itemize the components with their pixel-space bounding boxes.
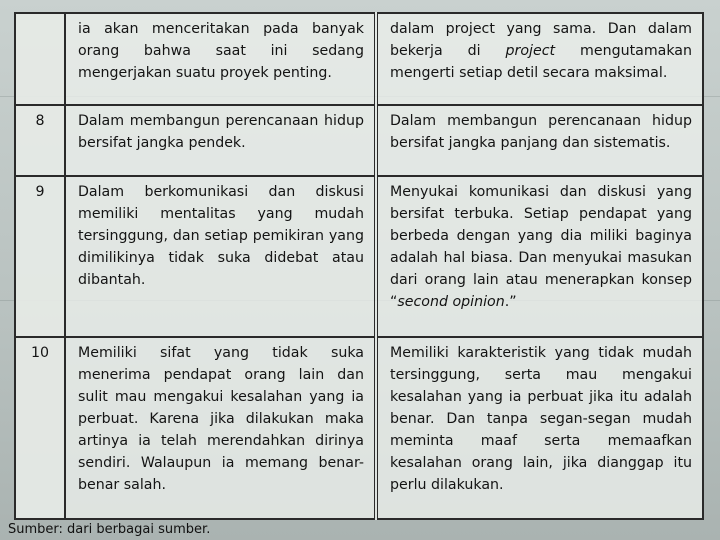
trait-positive-emphasis: project <box>505 43 556 59</box>
table-row <box>15 13 703 105</box>
trait-negative: Memiliki sifat yang tidak suka menerima pendapat orang lain dan sulit mau mengakui kesalahan yang ia perbuat. Karena jika dilakukan maka artinya ia telah merendahkan dirinya sendiri. Walaupun ia memang benar-benar salah. <box>65 337 376 519</box>
table-row <box>15 176 703 337</box>
trait-positive-text: dalam project yang sama. Dan dalam bekerja di <box>390 21 692 59</box>
trait-negative: ia akan menceritakan pada banyak orang bahwa saat ini sedang mengerjakan suatu proyek penting. <box>65 13 376 105</box>
trait-positive-text: Memiliki karakteristik yang tidak mudah tersinggung, serta mau mengakui kesalahan yang ia perbuat jika itu adalah benar. Dan tanpa segan-segan mudah meminta maaf serta memaafkan kesalahan orang lain, jika dianggap itu perlu dilakukan. <box>390 345 692 493</box>
comparison-table-container <box>14 12 702 520</box>
trait-positive <box>376 13 703 105</box>
row-number: 10 <box>15 337 65 519</box>
table-row <box>15 105 703 176</box>
table-row <box>15 337 703 519</box>
trait-positive-text: Dalam membangun perencanaan hidup bersifat jangka panjang dan sistematis. <box>390 113 692 151</box>
comparison-table <box>14 12 704 520</box>
trait-positive <box>376 337 703 519</box>
trait-negative: Dalam berkomunikasi dan diskusi memiliki mentalitas yang mudah tersinggung, dan setiap pemikiran yang dimilikinya tidak suka didebat atau dibantah. <box>65 176 376 337</box>
trait-positive-text: Menyukai komunikasi dan diskusi yang bersifat terbuka. Setiap pendapat yang berbeda dengan yang dia miliki baginya adalah hal biasa. Dan menyukai masukan dari orang lain atau menerapkan konsep “ <box>390 184 692 310</box>
trait-positive <box>376 105 703 176</box>
trait-positive-text-end: .” <box>504 294 517 310</box>
source-note: Sumber: dari berbagai sumber. <box>8 522 211 537</box>
trait-positive <box>376 176 703 337</box>
row-number <box>15 13 65 105</box>
trait-positive-emphasis: second opinion <box>397 294 505 310</box>
trait-negative: Dalam membangun perencanaan hidup bersifat jangka pendek. <box>65 105 376 176</box>
row-number: 9 <box>15 176 65 337</box>
row-number: 8 <box>15 105 65 176</box>
trait-positive-text-end: mengutamakan mengerti setiap detil secara maksimal. <box>390 43 692 81</box>
